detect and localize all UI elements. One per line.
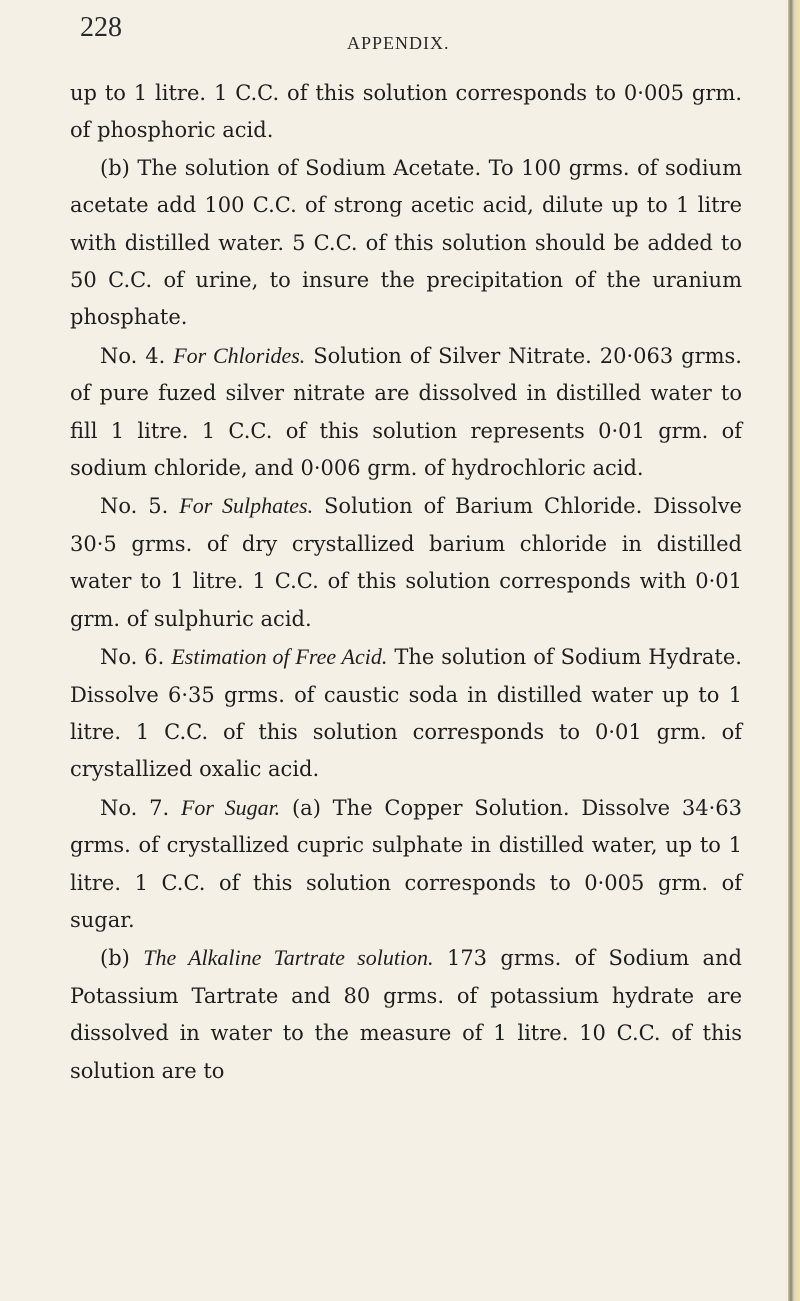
paragraph-number: No. 6. [100, 645, 165, 670]
paragraph-text: (a) The Copper Solution. Dissolve 34·63 grms. of crystallized cupric sulphate in distilled water, up to 1 litre. 1 C.C. of this solution corresponds to 0·005 grm. of sugar. [70, 795, 742, 932]
paragraph-alkaline-tartrate [70, 939, 742, 1090]
paragraph-text: The solution of Sodium Hydrate. Dissolve 6·35 grms. of caustic soda in distilled water up to 1 litre. 1 C.C. of this solution corresponds to 0·01 grm. of crystallized oxalic acid. [70, 645, 742, 782]
paragraph-text: Solution of Silver Nitrate. 20·063 grms. of pure fuzed silver nitrate are dissolved in distilled water to fill 1 litre. 1 C.C. of this solution represents 0·01 grm. of sodium chloride, and 0·006 grm. of hydrochloric acid. [70, 343, 742, 481]
paragraph-number: No. 7. [100, 795, 170, 820]
paragraph-text: (b) The solution of Sodium Acetate. To 100 grms. of sodium acetate add 100 C.C. of strong acetic acid, dilute up to 1 litre with distilled water. 5 C.C. of this solution should be added to 50 C.C. of urine, to insure the precipitation of the uranium phosphate. [70, 155, 742, 330]
paragraph-heading: For Sugar. [180, 794, 281, 820]
paragraph-heading: For Chlorides. [173, 342, 306, 368]
paragraph-number: No. 5. [100, 494, 169, 519]
paragraph-number: (b) [100, 946, 130, 971]
paragraph-text: Solution of Barium Chloride. Dissolve 30·5 grms. of dry crystallized barium chloride in distilled water to 1 litre. 1 C.C. of this solution corresponds with 0·01 grm. of sulphuric acid. [70, 494, 742, 631]
paragraph-free-acid [70, 638, 742, 789]
running-head: APPENDIX. [347, 33, 450, 53]
paragraph-heading: The Alkaline Tartrate solution. [143, 945, 434, 971]
paragraph-chlorides [70, 337, 742, 488]
paragraph-heading: Estimation of Free Acid. [171, 644, 388, 670]
paragraph-continuation [70, 75, 742, 150]
paragraph-text: up to 1 litre. 1 C.C. of this solution corresponds to 0·005 grm. of phosphoric acid. [70, 81, 742, 143]
paragraph-number: No. 4. [100, 343, 166, 368]
paragraph-heading: For Sulphates. [179, 493, 314, 519]
page-edge [788, 0, 800, 1301]
paragraph-sulphates [70, 487, 742, 638]
paragraph-sodium-acetate [70, 150, 742, 337]
body-text [70, 75, 742, 1090]
paragraph-text: 173 grms. of Sodium and Potassium Tartrate and 80 grms. of potassium hydrate are dissolved in water to the measure of 1 litre. 10 C.C. of this solution are to [70, 946, 742, 1083]
page-number: 228 [80, 12, 122, 43]
paragraph-sugar [70, 789, 742, 940]
